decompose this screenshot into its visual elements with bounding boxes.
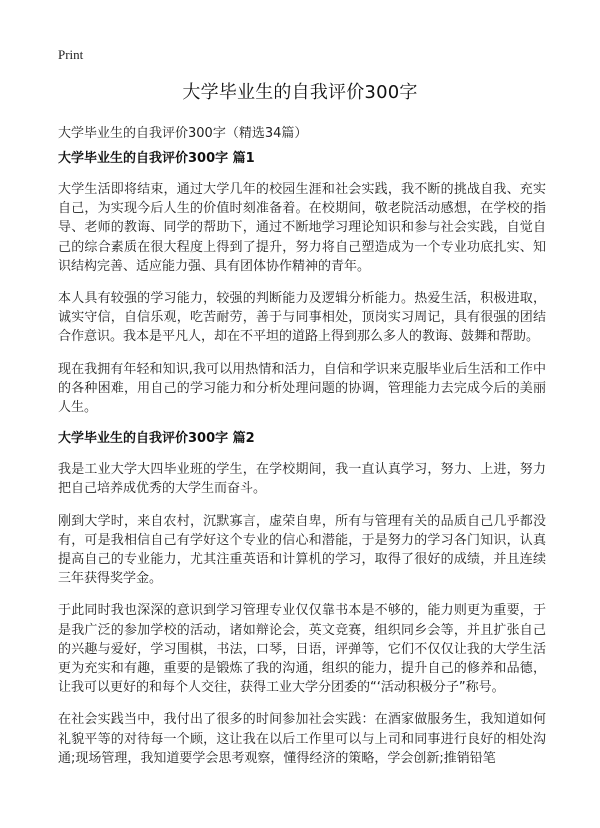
section-heading: 大学毕业生的自我评价300字 篇2: [58, 431, 255, 447]
paragraph: 本人具有较强的学习能力，较强的判断能力及逻辑分析能力。热爱生活，积极进取，诚实守信，自信乐观，吃苦耐劳，善于与同事相处，顶岗实习周记，具有很强的团结合作意识。我本是平凡人，却在不平坦的道路上得到那么多人的教诲、鼓舞和帮助。: [58, 291, 546, 345]
document-subtitle: 大学毕业生的自我评价300字（精选34篇）: [58, 126, 308, 141]
section-heading: 大学毕业生的自我评价300字 篇1: [58, 151, 255, 166]
paragraph: 在社会实践当中，我付出了很多的时间参加社会实践：在酒家做服务生，我知道如何礼貌平等的对待每一个顾，这让我在以后工作里可以与上司和同事进行良好的相处沟通;现场管理，我知道要学会思考观察，懂得经济的策略，学会创新;推销铅笔: [58, 712, 546, 766]
paragraph: 我是工业大学大四毕业班的学生，在学校期间，我一直认真学习，努力、上进，努力把自己培养成优秀的大学生而奋斗。: [58, 462, 546, 497]
paragraph: 刚到大学时，来自农村，沉默寡言，虚荣自卑，所有与管理有关的品质自己几乎都没有，可是我相信自己有学好这个专业的信心和潜能，于是努力的学习各门知识，认真提高自己的专业能力，尤其注重英语和计算机的学习，取得了很好的成绩，并且连续三年获得奖学金。: [58, 513, 546, 587]
print-link[interactable]: Print: [58, 47, 84, 62]
paragraph: 现在我拥有年轻和知识,我可以用热情和活力，自信和学识来克服毕业后生活和工作中的各种困难，用自己的学习能力和分析处理问题的协调，管理能力去完成今后的美丽人生。: [58, 361, 546, 416]
page-title: 大学毕业生的自我评价300字: [182, 82, 418, 103]
paragraph: 大学生活即将结束，通过大学几年的校园生涯和社会实践，我不断的挑战自我、充实自己，为实现今后人生的价值时刻准备着。在校期间，敬老院活动感想，在学校的指导、老师的教诲、同学的帮助下，通过不断地学习理论知识和参与社会实践，自觉自己的综合素质在很大程度上得到了提升，努力将自己塑造成为一个专业功底扎实、知识结构完善、适应能力强、具有团体协作精神的青年。: [58, 182, 546, 274]
document-body: [58, 150, 546, 781]
paragraph: 于此同时我也深深的意识到学习管理专业仅仅靠书本是不够的，能力则更为重要，于是我广泛的参加学校的活动，诸如辩论会，英文竞赛，组织同乡会等，并且扩张自己的兴趣与爱好，学习围棋，书法，口琴，日语，评弹等，它们不仅仅让我的大学生活更为充实和有趣，重要的是锻炼了我的沟通，组织的能力，提升自己的修养和品德，让我可以更好的和每个人交往，获得工业大学分团委的“‘活动积极分子”称号。: [58, 603, 546, 696]
